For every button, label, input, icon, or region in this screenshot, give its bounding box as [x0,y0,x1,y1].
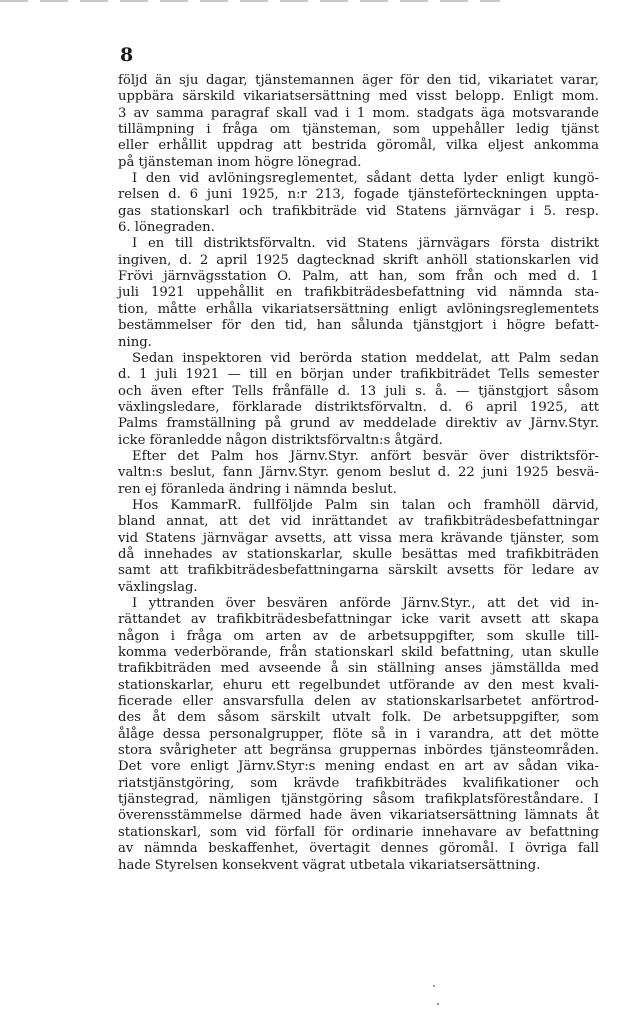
page-number: 8 [120,44,134,66]
text-line: ålåge dessa personalgrupper, flöte så in i varandra, att det mötte [118,726,599,742]
text-line: tjänstegrad, nämligen tjänstgöring såsom trafikplatsföreståndare. I [118,792,599,808]
text-line: bland annat, att det vid inrättandet av trafikbiträdesbefattningar [118,514,599,530]
text-line: växlingslag. [118,579,198,595]
text-line: tillämpning i fråga om tjänsteman, som uppehåller ledig tjänst [118,122,599,138]
text-line: I yttranden över besvären anförde Järnv.Styr., att det vid in- [132,596,599,611]
text-line: Det vore enligt Järnv.Styr:s mening endast en art av sådan vika- [118,759,599,775]
text-line: ficerade eller ansvarsfulla delen av stationskarlsarbetet anförtrod- [118,694,599,710]
text-line: trafikbiträden med avseende å sin ställning anses jämställda med [118,661,599,677]
text-line: 3 av samma paragraf skall vad i 1 mom. stadgats äga motsvarande [118,105,599,121]
text-line: des åt dem såsom särskilt utvalt folk. De arbetsuppgifter, som [118,710,599,726]
text-line: stationskarl, som vid förfall för ordinarie innehavare av befattning [118,824,599,840]
text-line: uppbära särskild vikariatsersättning med visst belopp. Enligt mom. [118,89,599,105]
text-line: eller erhållit uppdrag att bestrida göromål, vilka eljest ankomma [118,138,599,154]
body-text [118,73,599,874]
text-line: ning. [118,334,152,350]
text-line: d. 1 juli 1921 — till en början under trafikbiträdet Tells semester [118,367,599,383]
scan-speck [437,1003,439,1005]
text-line: på tjänsteman inom högre lönegrad. [118,154,362,170]
text-line: ren ej föranleda ändring i nämnda beslut. [118,481,397,497]
text-line: tion, måtte erhålla vikariatsersättning enligt avlöningsreglementets [118,301,599,317]
text-line: då innehades av stationskarlar, skulle besättas med trafikbiträden [118,546,599,562]
text-line: komma vederbörande, från stationskarl skild befattning, utan skulle [118,645,599,661]
text-line: Hos KammarR. fullföljde Palm sin talan och framhöll därvid, [132,497,599,513]
text-line: stora svårigheter att begränsa gruppernas inbördes tjänsteområden. [118,743,599,759]
text-line: I en till distriktsförvaltn. vid Statens järnvägars första distrikt [132,236,599,252]
text-line: vid Statens järnvägar avsetts, att vissa mera krävande tjänster, som [118,530,599,546]
scan-top-edge [0,0,500,2]
text-line: av nämnda beskaffenhet, övertagit dennes göromål. I övriga fall [118,841,599,857]
text-line: Palms framställning på grund av meddelade direktiv av Järnv.Styr. [118,416,599,432]
scan-speck [433,985,435,987]
text-line: icke föranledde någon distriktsförvaltn:s åtgärd. [118,432,443,448]
text-line: någon i fråga om arten av de arbetsuppgifter, som skulle till- [118,628,599,644]
text-line: juli 1921 uppehållit en trafikbiträdesbefattning vid nämnda sta- [118,285,599,301]
text-line: växlingsledare, förklarade distriktsförvaltn. d. 6 april 1925, att [118,399,599,415]
text-line: gas stationskarl och trafikbiträde vid Statens järnvägar i 5. resp. [118,203,599,219]
text-line: stationskarlar, ehuru ett regelbundet utförande av den mest kvali- [118,677,599,693]
text-line: Efter det Palm hos Järnv.Styr. anfört besvär över distriktsför- [132,448,599,464]
text-line: Sedan inspektoren vid berörda station meddelat, att Palm sedan [132,350,599,366]
text-line: ingiven, d. 2 april 1925 dagtecknad skrift anhöll stationskarlen vid [118,252,599,268]
text-line: samt att trafikbiträdesbefattningarna särskilt avsetts för ledare av [118,563,599,579]
text-line: bestämmelser för den tid, han sålunda tjänstgjort i högre befatt- [118,318,599,334]
text-line: rättandet av trafikbiträdesbefattningar icke varit avsett att skapa [118,612,599,628]
text-line: 6. lönegraden. [118,220,215,236]
text-line: Frövi järnvägsstation O. Palm, att han, som från och med d. 1 [118,269,599,285]
text-line: riatstjänstgöring, som krävde trafikbiträdes kvalifikationer och [118,775,599,791]
text-line: överensstämmelse därmed hade även vikariatsersättning lämnats åt [118,808,599,824]
text-line: I den vid avlöningsreglementet, sådant detta lyder enligt kungö- [132,171,599,187]
text-line: hade Styrelsen konsekvent vägrat utbetala vikariatsersättning. [118,857,541,873]
text-line: relsen d. 6 juni 1925, n:r 213, fogade tjänsteförteckningen uppta- [118,187,599,203]
text-line: följd än sju dagar, tjänstemannen äger för den tid, vikariatet varar, [118,73,599,88]
text-line: valtn:s beslut, fann Järnv.Styr. genom beslut d. 22 juni 1925 besvä- [118,465,599,481]
text-line: och även efter Tells frånfälle d. 13 juli s. å. — tjänstgjort såsom [118,383,599,399]
